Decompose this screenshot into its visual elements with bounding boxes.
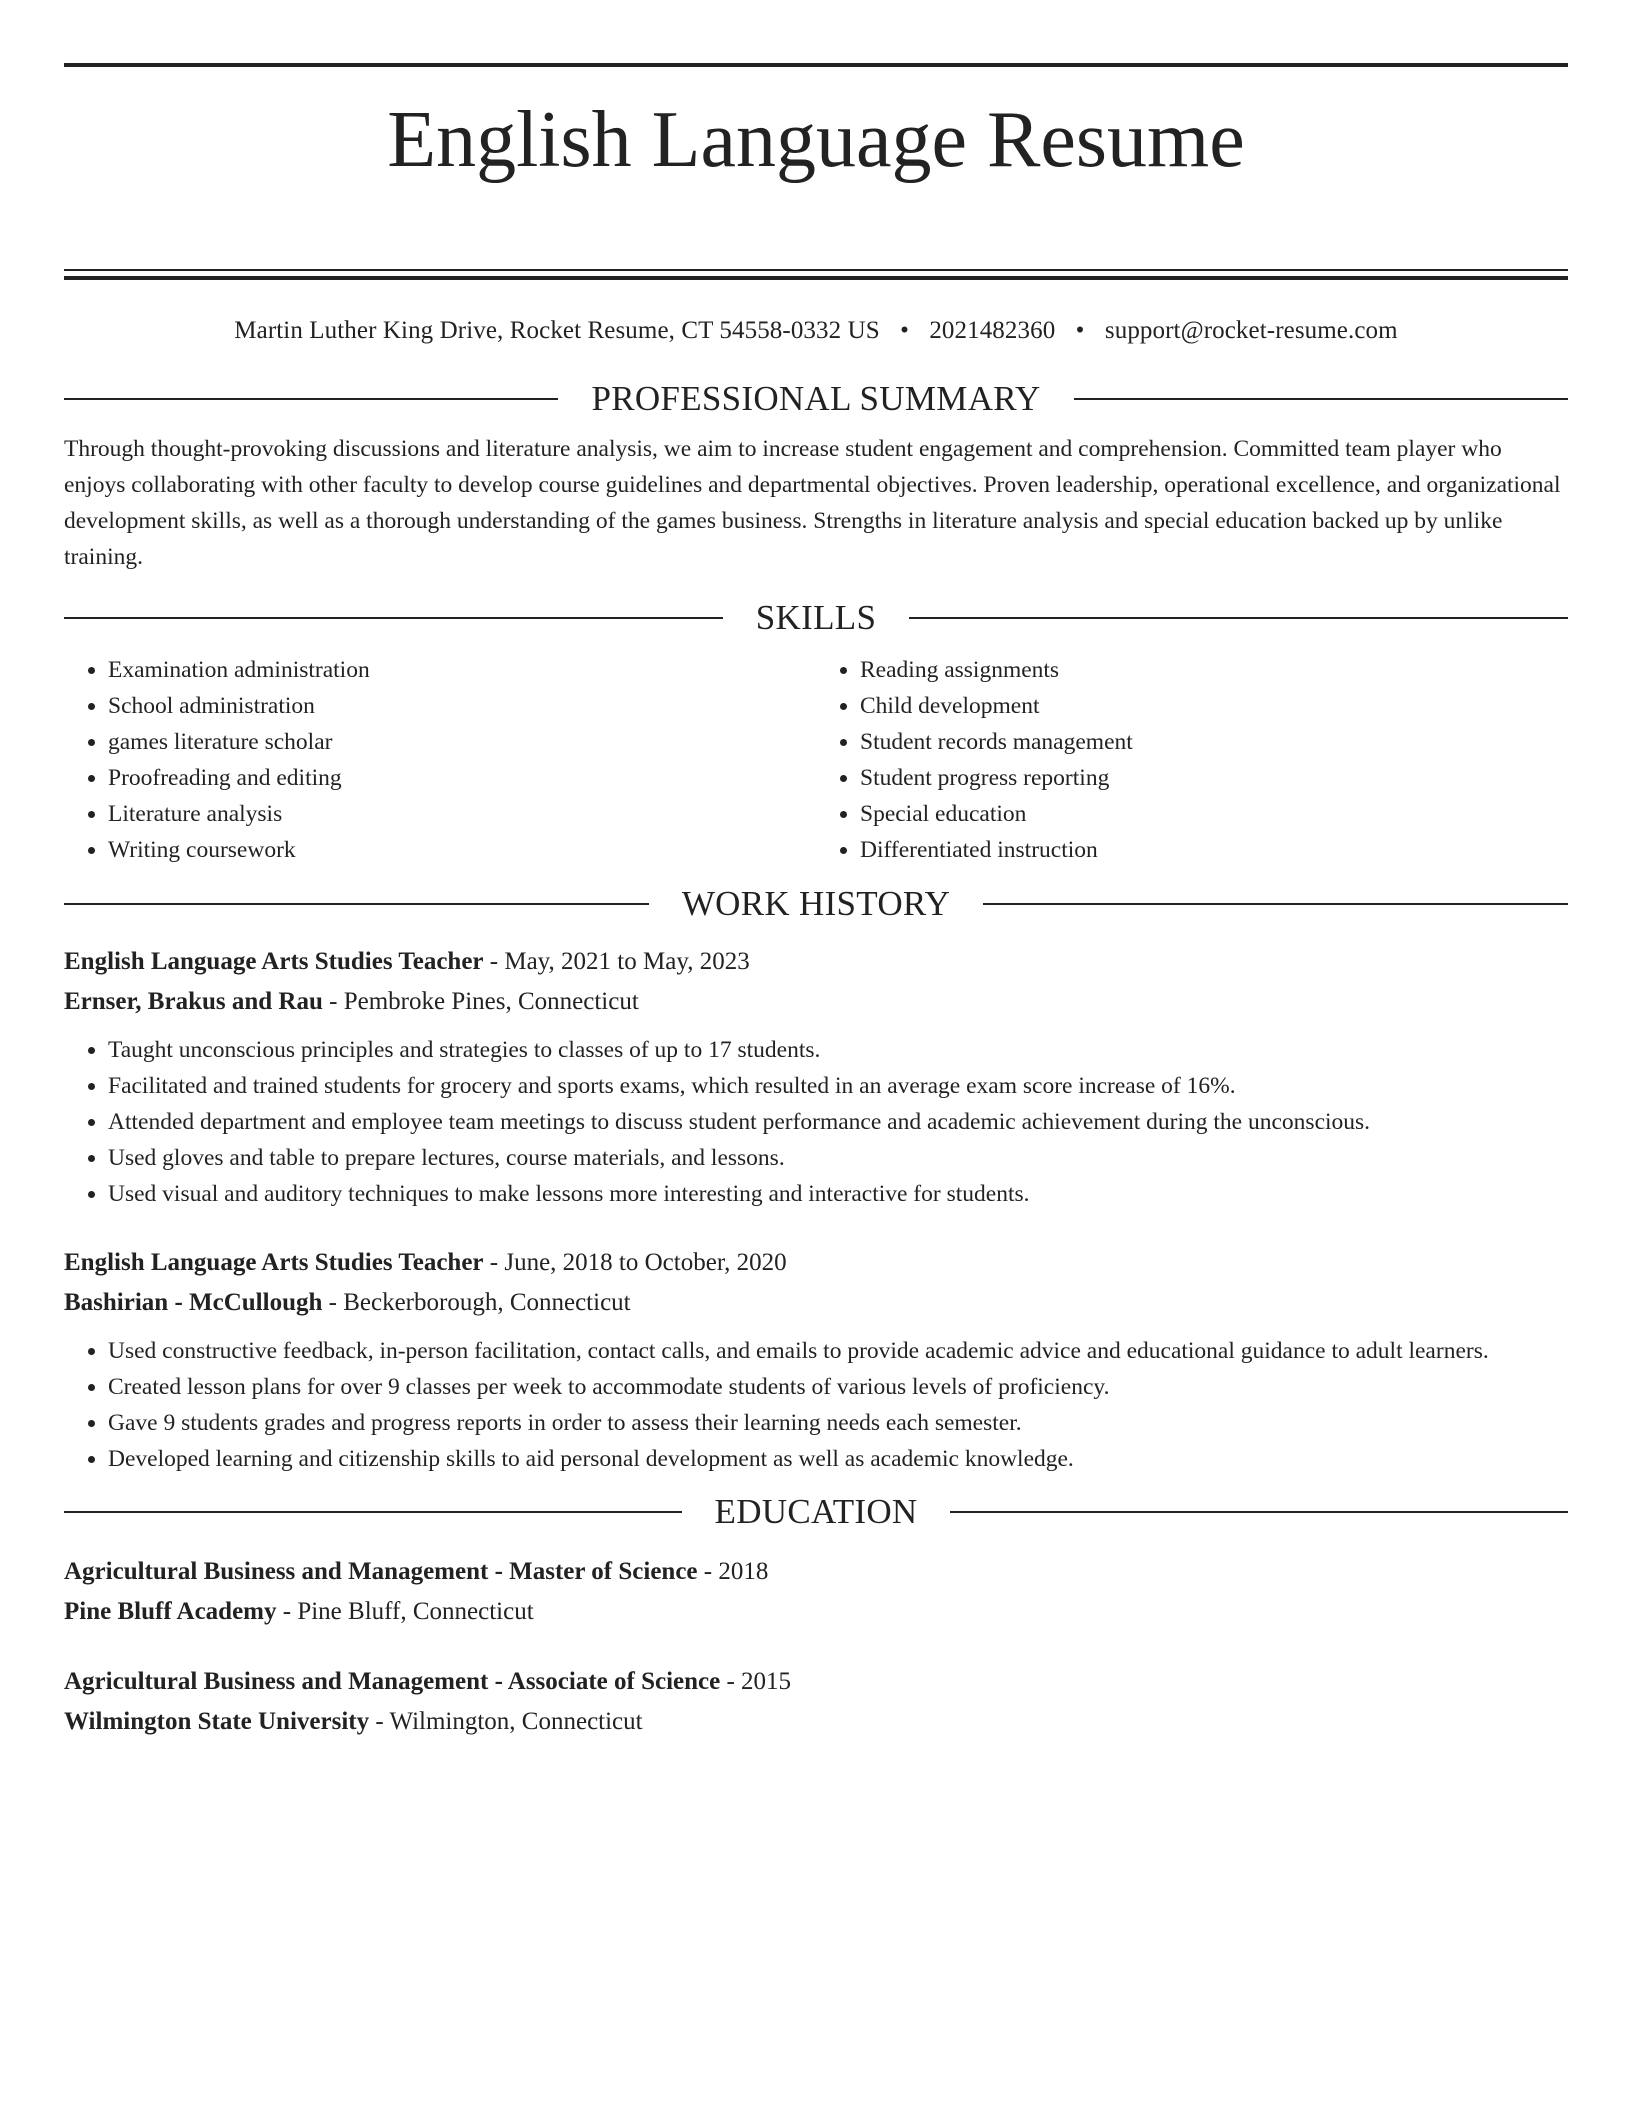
skill-item: • School administration [108,688,816,724]
contact-email: support@rocket-resume.com [1104,316,1398,344]
skill-item: • Special education [860,796,1568,832]
skills-list [64,652,1568,868]
job-title: English Language Arts Studies Teacher [64,947,484,975]
job-bullets [64,1333,1568,1477]
work-heading-text: WORK HISTORY [681,883,951,923]
skills-column-right [816,652,1568,868]
job-company: Ernser, Brakus and Rau [64,987,323,1015]
skill-item: • Differentiated instruction [860,832,1568,868]
job-bullet: • Used visual and auditory techniques to make lessons more interesting and interactive for students. [108,1176,1568,1212]
contact-address: Martin Luther King Drive, Rocket Resume, CT 54558-0332 US [234,316,880,344]
job-entry [64,1243,1568,1477]
education-year: - 2015 [720,1667,792,1695]
skill-item: • Student records management [860,724,1568,760]
summary-heading [64,379,1568,419]
job-bullet: • Developed learning and citizenship skills to aid personal development as well as academic knowledge. [108,1441,1568,1477]
job-title-line [64,942,1568,982]
job-dates: - June, 2018 to October, 2020 [483,1248,787,1276]
education-entry [64,1662,1568,1742]
job-company-line [64,1283,1568,1323]
top-rule [64,63,1568,67]
skills-heading [64,598,1568,638]
education-degree: Agricultural Business and Management - Associate of Science [64,1667,721,1695]
job-title-line [64,1243,1568,1283]
education-degree: Agricultural Business and Management - Master of Science [64,1557,698,1585]
job-company-line [64,982,1568,1022]
job-title: English Language Arts Studies Teacher [64,1248,484,1276]
title-double-rule [64,269,1568,280]
education-school: Pine Bluff Academy [64,1597,277,1625]
job-bullet: • Gave 9 students grades and progress reports in order to assess their learning needs each semester. [108,1405,1568,1441]
job-bullet: • Created lesson plans for over 9 classes per week to accommodate students of various levels of proficiency. [108,1369,1568,1405]
summary-text: Through thought-provoking discussions and literature analysis, we aim to increase student engagement and comprehension. Committed team player who enjoys collaborating with other faculty to develop course guidelines and departmental objectives. Proven leadership, operational excellence, and organizational development skills, as well as a thorough understanding of the games business. Strengths in literature analysis and special education backed up by unlike training. [64,435,1561,570]
education-year: - 2018 [697,1557,769,1585]
education-school: Wilmington State University [64,1707,370,1735]
contact-phone: 2021482360 [929,316,1056,344]
skill-item: • Writing coursework [108,832,816,868]
job-bullet: • Used gloves and table to prepare lectures, course materials, and lessons. [108,1140,1568,1176]
job-bullets [64,1032,1568,1212]
job-bullet: • Used constructive feedback, in-person facilitation, contact calls, and emails to provide academic advice and educational guidance to adult learners. [108,1333,1568,1369]
education-heading-text: EDUCATION [714,1491,918,1531]
education-school-line [64,1592,1568,1632]
summary-heading-text: PROFESSIONAL SUMMARY [591,378,1041,418]
skill-item: • games literature scholar [108,724,816,760]
education-entry [64,1552,1568,1632]
education-school-line [64,1702,1568,1742]
education-location: - Pine Bluff, Connecticut [276,1597,534,1625]
education-degree-line [64,1662,1568,1702]
resume-title: English Language Resume [387,96,1245,184]
skills-heading-text: SKILLS [755,597,877,637]
skill-item: • Child development [860,688,1568,724]
skills-column-left [64,652,816,868]
skill-item: • Proofreading and editing [108,760,816,796]
education-heading [64,1492,1568,1532]
job-location: - Pembroke Pines, Connecticut [322,987,639,1015]
contact-separator: • [1075,316,1085,344]
education-degree-line [64,1552,1568,1592]
job-bullet: • Taught unconscious principles and strategies to classes of up to 17 students. [108,1032,1568,1068]
skill-item: • Student progress reporting [860,760,1568,796]
contact-line [64,316,1568,346]
job-bullet: • Attended department and employee team meetings to discuss student performance and academic achievement during the unconscious. [108,1104,1568,1140]
job-company: Bashirian - McCullough [64,1288,323,1316]
job-bullet: • Facilitated and trained students for grocery and sports exams, which resulted in an average exam score increase of 16%. [108,1068,1568,1104]
contact-separator: • [900,316,909,344]
skill-item: • Examination administration [108,652,816,688]
skill-item: • Reading assignments [860,652,1568,688]
skill-item: • Literature analysis [108,796,816,832]
job-location: - Beckerborough, Connecticut [322,1288,631,1316]
education-location: - Wilmington, Connecticut [369,1707,643,1735]
job-dates: - May, 2021 to May, 2023 [483,947,750,975]
work-heading [64,884,1568,924]
job-entry [64,942,1568,1212]
